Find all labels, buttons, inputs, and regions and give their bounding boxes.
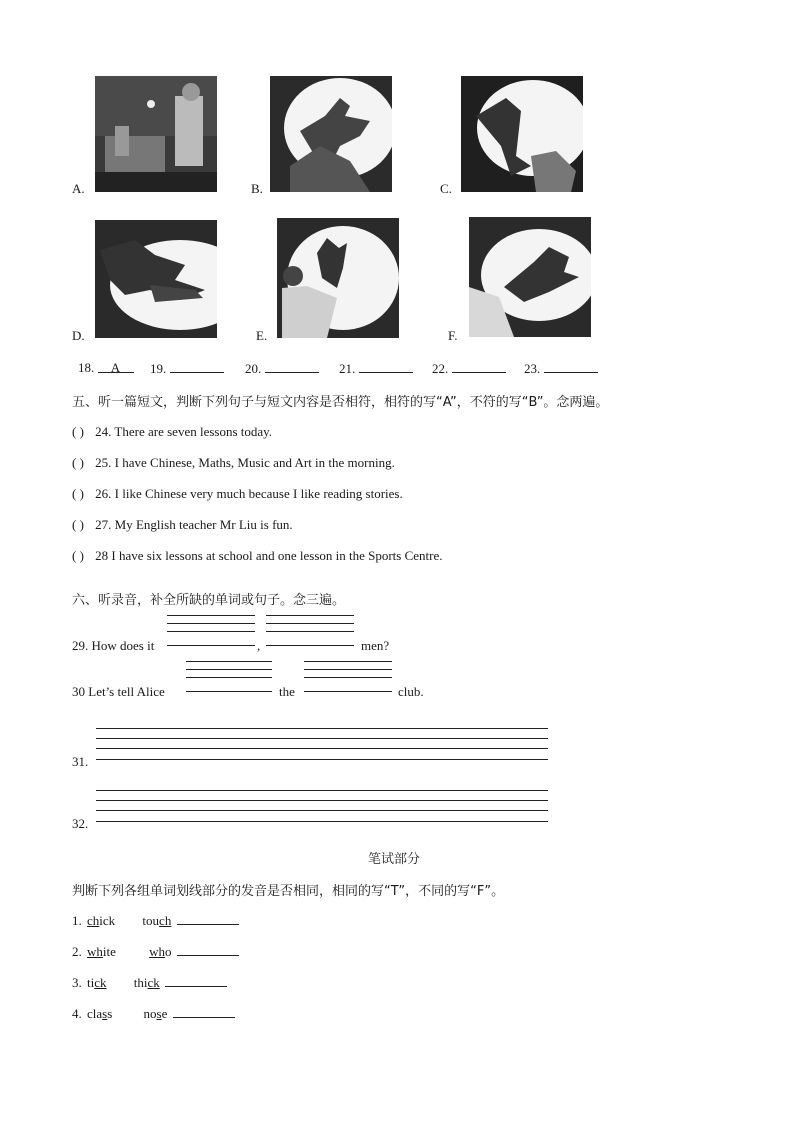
list-item: ( ) 26. I like Chinese very much because I like reading stories. bbox=[72, 486, 403, 501]
list-item: ( ) 28 I have six lessons at school and one lesson in the Sports Centre. bbox=[72, 548, 443, 563]
picture-a-image bbox=[95, 76, 217, 192]
list-item: 2. white who bbox=[72, 943, 239, 960]
picture-label-a: A. bbox=[72, 181, 85, 196]
written-title: 笔试部分 bbox=[368, 852, 421, 867]
q30-start: 30 Let’s tell Alice bbox=[72, 684, 165, 699]
answer-blank[interactable] bbox=[173, 1005, 235, 1018]
written-instruction: 判断下列各组单词划线部分的发音是否相同，相同的写“T”，不同的写“F”。 bbox=[72, 884, 505, 899]
list-item: ( ) 25. I have Chinese, Maths, Music and Art in the morning. bbox=[72, 455, 395, 470]
q31-number: 31. bbox=[72, 754, 89, 769]
section5-heading: 五、听一篇短文，判断下列句子与短文内容是否相符，相符的写“A”，不符的写“B”。念两遍。 bbox=[72, 395, 609, 410]
answer-20-blank[interactable] bbox=[265, 360, 319, 373]
q29-blank-2[interactable] bbox=[266, 615, 354, 647]
list-item: ( ) 24. There are seven lessons today. bbox=[72, 424, 273, 439]
answer-23-blank[interactable] bbox=[544, 360, 598, 373]
answer-22: 22. bbox=[432, 360, 506, 377]
q30-blank-2[interactable] bbox=[304, 661, 392, 693]
q29-start: 29. How does it bbox=[72, 638, 155, 653]
picture-label-e: E. bbox=[256, 328, 268, 343]
answer-blank[interactable] bbox=[177, 912, 239, 925]
picture-label-f: F. bbox=[448, 328, 458, 343]
answer-21: 21. bbox=[339, 360, 413, 377]
answer-18-blank[interactable]: A bbox=[98, 360, 134, 373]
q32-writing-lines[interactable] bbox=[96, 790, 548, 824]
answer-18-number: 18. bbox=[78, 360, 95, 375]
picture-label-c: C. bbox=[440, 181, 452, 196]
picture-e-image bbox=[277, 218, 399, 338]
answer-row bbox=[78, 360, 134, 376]
list-item: 3. tick thick bbox=[72, 974, 227, 991]
q30-mid: the bbox=[279, 684, 295, 699]
answer-20: 20. bbox=[245, 360, 319, 377]
q30-blank-1[interactable] bbox=[186, 661, 272, 693]
q31-writing-lines[interactable] bbox=[96, 728, 548, 762]
answer-blank[interactable] bbox=[165, 974, 227, 987]
answer-22-blank[interactable] bbox=[452, 360, 506, 373]
picture-f-image bbox=[469, 217, 591, 337]
section6-heading: 六、听录音，补全所缺的单词或句子。念三遍。 bbox=[72, 593, 346, 608]
answer-paren[interactable]: ( ) bbox=[72, 486, 84, 501]
answer-paren[interactable]: ( ) bbox=[72, 455, 84, 470]
picture-b-image bbox=[270, 76, 392, 192]
q29-end: men? bbox=[361, 638, 390, 653]
answer-19-blank[interactable] bbox=[170, 360, 224, 373]
picture-f bbox=[469, 217, 591, 337]
q29-comma: , bbox=[257, 638, 261, 653]
picture-e bbox=[277, 218, 399, 338]
answer-21-blank[interactable] bbox=[359, 360, 413, 373]
answer-paren[interactable]: ( ) bbox=[72, 424, 84, 439]
picture-b bbox=[270, 76, 392, 192]
list-item: 1. chick touch bbox=[72, 912, 239, 929]
answer-blank[interactable] bbox=[177, 943, 239, 956]
picture-c bbox=[461, 76, 583, 192]
q32-number: 32. bbox=[72, 816, 89, 831]
list-item: 4. class nose bbox=[72, 1005, 235, 1022]
picture-label-d: D. bbox=[72, 328, 85, 343]
picture-d bbox=[95, 220, 217, 338]
picture-c-image bbox=[461, 76, 583, 192]
picture-d-image bbox=[95, 220, 217, 338]
answer-paren[interactable]: ( ) bbox=[72, 548, 84, 563]
picture-a bbox=[95, 76, 217, 192]
list-item: ( ) 27. My English teacher Mr Liu is fun. bbox=[72, 517, 293, 532]
answer-23: 23. bbox=[524, 360, 598, 377]
q29-blank-1[interactable] bbox=[167, 615, 255, 647]
answer-paren[interactable]: ( ) bbox=[72, 517, 84, 532]
picture-label-b: B. bbox=[251, 181, 263, 196]
answer-19: 19. bbox=[150, 360, 224, 377]
q30-end: club. bbox=[398, 684, 424, 699]
